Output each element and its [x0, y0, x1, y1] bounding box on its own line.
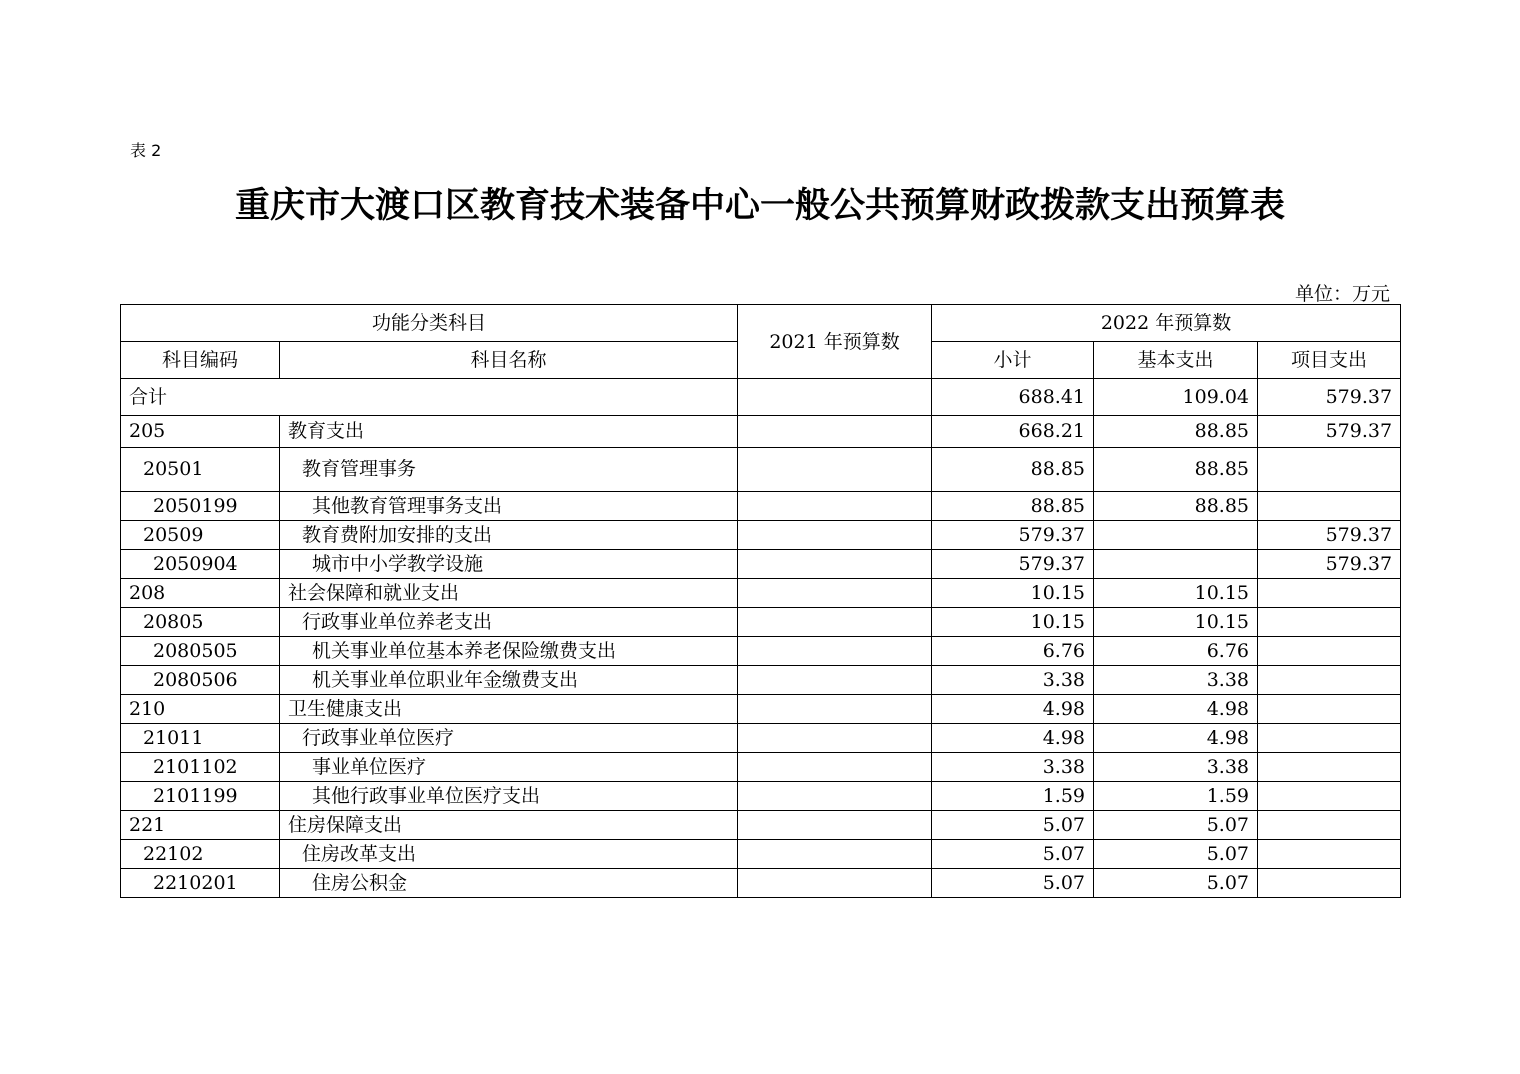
row-name: 机关事业单位基本养老保险缴费支出	[280, 637, 738, 666]
row-code: 20509	[121, 521, 280, 550]
total-label: 合计	[121, 379, 738, 416]
row-code: 205	[121, 416, 280, 448]
row-basic: 4.98	[1094, 695, 1258, 724]
total-subtotal: 688.41	[932, 379, 1094, 416]
row-2021	[738, 608, 932, 637]
table-row	[121, 637, 1401, 666]
unit-label: 单位：万元	[1294, 283, 1390, 305]
name-header: 科目名称	[280, 342, 738, 379]
row-2021	[738, 492, 932, 521]
row-code: 210	[121, 695, 280, 724]
row-subtotal: 5.07	[932, 840, 1094, 869]
row-project	[1258, 492, 1401, 521]
row-2021	[738, 521, 932, 550]
table-row	[121, 811, 1401, 840]
row-name: 事业单位医疗	[280, 753, 738, 782]
row-code: 208	[121, 579, 280, 608]
row-subtotal: 579.37	[932, 550, 1094, 579]
row-basic: 3.38	[1094, 666, 1258, 695]
total-row	[121, 379, 1401, 416]
row-code: 2080505	[121, 637, 280, 666]
row-basic	[1094, 550, 1258, 579]
row-subtotal: 5.07	[932, 869, 1094, 898]
total-project: 579.37	[1258, 379, 1401, 416]
row-project	[1258, 666, 1401, 695]
row-2021	[738, 753, 932, 782]
budget-2021-header: 2021 年预算数	[738, 305, 932, 379]
row-basic: 88.85	[1094, 492, 1258, 521]
row-name: 住房改革支出	[280, 840, 738, 869]
row-project: 579.37	[1258, 416, 1401, 448]
row-subtotal: 88.85	[932, 492, 1094, 521]
row-code: 21011	[121, 724, 280, 753]
row-project: 579.37	[1258, 521, 1401, 550]
project-header: 项目支出	[1258, 342, 1401, 379]
row-code: 20501	[121, 448, 280, 492]
table-row	[121, 492, 1401, 521]
row-code: 22102	[121, 840, 280, 869]
table-row	[121, 753, 1401, 782]
table-row	[121, 840, 1401, 869]
budget-table	[120, 304, 1401, 898]
table-row	[121, 695, 1401, 724]
table-row	[121, 448, 1401, 492]
row-project	[1258, 695, 1401, 724]
row-subtotal: 4.98	[932, 724, 1094, 753]
row-code: 20805	[121, 608, 280, 637]
row-basic: 88.85	[1094, 416, 1258, 448]
row-basic: 5.07	[1094, 811, 1258, 840]
row-code: 2101199	[121, 782, 280, 811]
row-subtotal: 3.38	[932, 666, 1094, 695]
row-2021	[738, 550, 932, 579]
table-row	[121, 666, 1401, 695]
row-2021	[738, 637, 932, 666]
row-project	[1258, 811, 1401, 840]
row-2021	[738, 869, 932, 898]
row-name: 其他教育管理事务支出	[280, 492, 738, 521]
table-row	[121, 521, 1401, 550]
row-2021	[738, 416, 932, 448]
table-number: 表 2	[130, 141, 162, 160]
row-basic: 5.07	[1094, 869, 1258, 898]
row-2021	[738, 579, 932, 608]
row-name: 城市中小学教学设施	[280, 550, 738, 579]
row-name: 住房公积金	[280, 869, 738, 898]
row-name: 教育管理事务	[280, 448, 738, 492]
document-title: 重庆市大渡口区教育技术装备中心一般公共预算财政拨款支出预算表	[234, 186, 1285, 226]
row-project	[1258, 840, 1401, 869]
row-subtotal: 5.07	[932, 811, 1094, 840]
row-name: 教育费附加安排的支出	[280, 521, 738, 550]
row-basic: 1.59	[1094, 782, 1258, 811]
table-row	[121, 550, 1401, 579]
row-basic: 6.76	[1094, 637, 1258, 666]
row-2021	[738, 782, 932, 811]
basic-header: 基本支出	[1094, 342, 1258, 379]
row-name: 社会保障和就业支出	[280, 579, 738, 608]
row-name: 行政事业单位医疗	[280, 724, 738, 753]
row-project: 579.37	[1258, 550, 1401, 579]
code-header: 科目编码	[121, 342, 280, 379]
row-project	[1258, 782, 1401, 811]
row-project	[1258, 448, 1401, 492]
row-name: 卫生健康支出	[280, 695, 738, 724]
row-project	[1258, 579, 1401, 608]
row-code: 2210201	[121, 869, 280, 898]
row-project	[1258, 869, 1401, 898]
row-code: 2050199	[121, 492, 280, 521]
row-basic	[1094, 521, 1258, 550]
row-basic: 88.85	[1094, 448, 1258, 492]
table-row	[121, 782, 1401, 811]
row-code: 221	[121, 811, 280, 840]
total-2021	[738, 379, 932, 416]
row-name: 教育支出	[280, 416, 738, 448]
table-row	[121, 869, 1401, 898]
row-subtotal: 10.15	[932, 608, 1094, 637]
row-code: 2080506	[121, 666, 280, 695]
row-project	[1258, 724, 1401, 753]
table-row	[121, 608, 1401, 637]
row-2021	[738, 840, 932, 869]
row-2021	[738, 724, 932, 753]
row-subtotal: 6.76	[932, 637, 1094, 666]
row-subtotal: 1.59	[932, 782, 1094, 811]
header-row-1	[121, 305, 1401, 342]
row-subtotal: 10.15	[932, 579, 1094, 608]
total-basic: 109.04	[1094, 379, 1258, 416]
table-row	[121, 416, 1401, 448]
row-subtotal: 668.21	[932, 416, 1094, 448]
row-subtotal: 88.85	[932, 448, 1094, 492]
row-2021	[738, 448, 932, 492]
subtotal-header: 小计	[932, 342, 1094, 379]
row-2021	[738, 666, 932, 695]
row-project	[1258, 753, 1401, 782]
row-subtotal: 579.37	[932, 521, 1094, 550]
row-name: 其他行政事业单位医疗支出	[280, 782, 738, 811]
row-project	[1258, 637, 1401, 666]
row-project	[1258, 608, 1401, 637]
func-category-header: 功能分类科目	[121, 305, 738, 342]
row-basic: 10.15	[1094, 579, 1258, 608]
row-basic: 5.07	[1094, 840, 1258, 869]
table-row	[121, 724, 1401, 753]
row-subtotal: 4.98	[932, 695, 1094, 724]
row-basic: 4.98	[1094, 724, 1258, 753]
row-2021	[738, 811, 932, 840]
row-basic: 10.15	[1094, 608, 1258, 637]
row-code: 2101102	[121, 753, 280, 782]
budget-2022-header: 2022 年预算数	[932, 305, 1401, 342]
row-basic: 3.38	[1094, 753, 1258, 782]
table-row	[121, 579, 1401, 608]
row-2021	[738, 695, 932, 724]
row-name: 机关事业单位职业年金缴费支出	[280, 666, 738, 695]
row-code: 2050904	[121, 550, 280, 579]
row-name: 住房保障支出	[280, 811, 738, 840]
row-name: 行政事业单位养老支出	[280, 608, 738, 637]
row-subtotal: 3.38	[932, 753, 1094, 782]
